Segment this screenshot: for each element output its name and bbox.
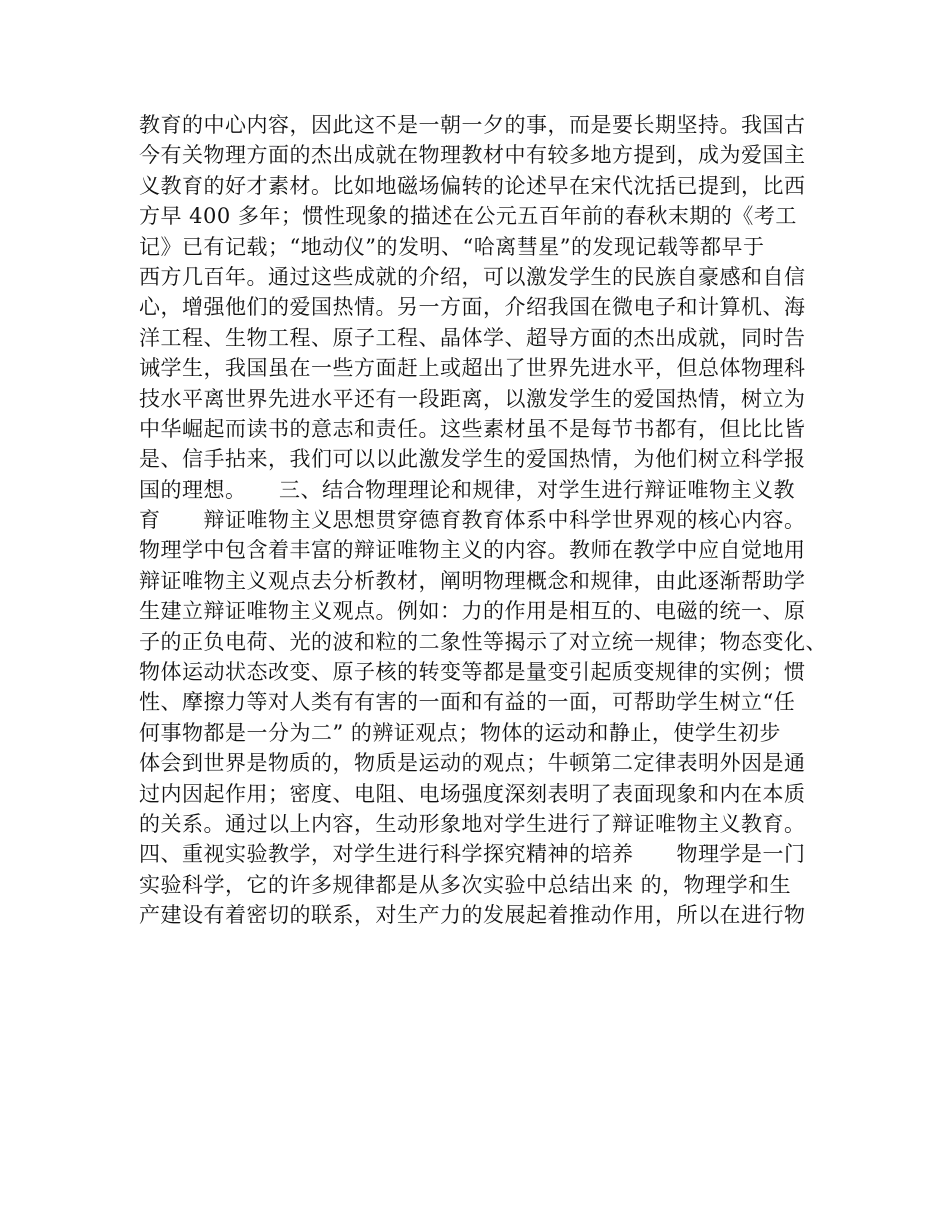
- text-line: 四、重视实验教学，对学生进行科学探究精神的培养 物理学是一门: [139, 842, 806, 867]
- text-line: 体会到世界是物质的，物质是运动的观点；牛顿第二定律表明外因是通: [139, 751, 806, 776]
- text-line: 生建立辩证唯物主义观点。例如：力的作用是相互的、电磁的统一、原: [139, 599, 806, 624]
- text-line: 物理学中包含着丰富的辩证唯物主义的内容。教师在教学中应自觉地用: [139, 538, 806, 563]
- text-line: 何事物都是一分为二” 的辨证观点；物体的运动和静止，使学生初步: [139, 720, 781, 745]
- body-text: [139, 110, 839, 931]
- text-line: 过内因起作用；密度、电阻、电场强度深刻表明了表面现象和内在本质: [139, 781, 806, 806]
- text-line: 辩证唯物主义观点去分析教材，阐明物理概念和规律，由此逐渐帮助学: [139, 568, 806, 593]
- text-line: 的关系。通过以上内容，生动形象地对学生进行了辩证唯物主义教育。: [139, 811, 806, 836]
- text-line: 性、摩擦力等对人类有有害的一面和有益的一面，可帮助学生树立“任: [139, 690, 796, 715]
- text-line: 育 辩证唯物主义思想贯穿德育教育体系中科学世界观的核心内容。: [139, 508, 806, 533]
- text-line: 国的理想。 三、结合物理理论和规律，对学生进行辩证唯物主义教: [139, 477, 795, 502]
- text-line: 是、信手拈来，我们可以以此激发学生的爱国热情，为他们树立科学报: [139, 447, 806, 472]
- text-line: 西方几百年。通过这些成就的介绍，可以激发学生的民族自豪感和自信: [139, 264, 806, 289]
- text-line: 技水平离世界先进水平还有一段距离，以激发学生的爱国热情，树立为: [139, 386, 806, 411]
- text-line: 诫学生，我国虽在一些方面赶上或超出了世界先进水平，但总体物理科: [139, 356, 806, 381]
- text-line: 中华崛起而读书的意志和责任。这些素材虽不是每节书都有，但比比皆: [139, 416, 806, 441]
- text-line: 心，增强他们的爱国热情。另一方面，介绍我国在微电子和计算机、海: [139, 295, 806, 320]
- text-line: 今有关物理方面的杰出成就在物理教材中有较多地方提到，成为爱国主: [139, 143, 806, 168]
- text-line: 洋工程、生物工程、原子工程、晶体学、超导方面的杰出成就，同时告: [139, 325, 806, 350]
- text-line: 实验科学，它的许多规律都是从多次实验中总结出来 的，物理学和生: [139, 872, 792, 897]
- text-line: 教育的中心内容，因此这不是一朝一夕的事，而是要长期坚持。我国古: [139, 113, 806, 137]
- text-line: 方早 400 多年；惯性现象的描述在公元五百年前的春秋末期的《考工: [139, 204, 797, 229]
- text-line: 记》已有记载；“地动仪”的发明、“哈离彗星”的发现记载等都早于: [139, 234, 765, 259]
- text-line: 子的正负电荷、光的波和粒的二象性等揭示了对立统一规律；物态变化、: [139, 629, 827, 654]
- text-line: 物体运动状态改变、原子核的转变等都是量变引起质变规律的实例；惯: [139, 660, 806, 685]
- text-line: 产建设有着密切的联系，对生产力的发展起着推动作用，所以在进行物: [139, 903, 806, 928]
- text-line: 义教育的好才素材。比如地磁场偏转的论述早在宋代沈括已提到，比西: [139, 173, 806, 198]
